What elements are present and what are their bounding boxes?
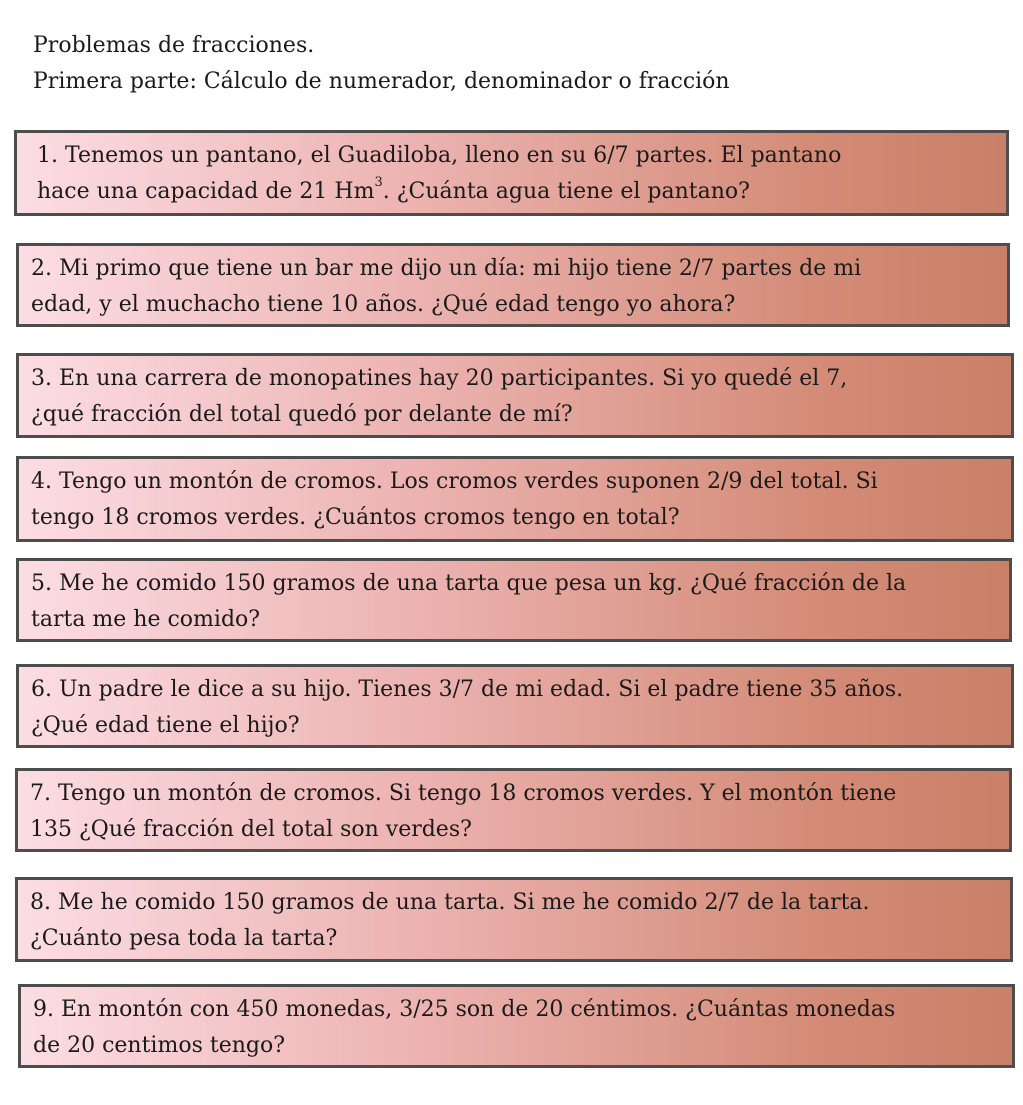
problem-4-line-1: 4. Tengo un montón de cromos. Los cromos verdes suponen 2/9 del total. Si bbox=[31, 469, 878, 494]
problem-5-line-1: 5. Me he comido 150 gramos de una tarta que pesa un kg. ¿Qué fracción de la bbox=[31, 571, 907, 596]
problem-box-9 bbox=[18, 984, 1015, 1068]
problem-5-line-2: tarta me he comido? bbox=[31, 607, 261, 632]
problem-6-line-2: ¿Qué edad tiene el hijo? bbox=[31, 713, 300, 738]
page-subtitle: Primera parte: Cálculo de numerador, denominador o fracción bbox=[33, 69, 730, 94]
problem-1-line-2-question: . ¿Cuánta agua tiene el pantano? bbox=[382, 179, 750, 204]
problem-1-line-2-text: hace una capacidad de 21 Hm bbox=[37, 179, 375, 204]
problem-box-1 bbox=[14, 130, 1009, 216]
problem-8-line-2: ¿Cuánto pesa toda la tarta? bbox=[30, 926, 338, 951]
problem-box-2 bbox=[16, 243, 1010, 327]
problem-8-line-1: 8. Me he comido 150 gramos de una tarta. Si me he comido 2/7 de la tarta. bbox=[30, 890, 870, 915]
problem-box-4 bbox=[16, 456, 1014, 542]
problem-box-8 bbox=[15, 877, 1013, 962]
problem-7-line-2: 135 ¿Qué fracción del total son verdes? bbox=[30, 817, 472, 842]
problem-2-line-2: edad, y el muchacho tiene 10 años. ¿Qué edad tengo yo ahora? bbox=[31, 292, 736, 317]
problem-1-line-1: 1. Tenemos un pantano, el Guadiloba, lleno en su 6/7 partes. El pantano bbox=[37, 143, 842, 168]
problem-9-line-1: 9. En montón con 450 monedas, 3/25 son de 20 céntimos. ¿Cuántas monedas bbox=[33, 997, 896, 1022]
problem-box-3 bbox=[16, 353, 1014, 438]
problem-box-6 bbox=[16, 664, 1014, 748]
problem-box-7 bbox=[15, 768, 1012, 852]
cubic-exponent: 3 bbox=[374, 174, 383, 190]
problem-2-line-1: 2. Mi primo que tiene un bar me dijo un día: mi hijo tiene 2/7 partes de mi bbox=[31, 256, 862, 281]
problem-box-5 bbox=[16, 558, 1012, 642]
page-title: Problemas de fracciones. bbox=[33, 33, 315, 58]
problem-9-line-2: de 20 centimos tengo? bbox=[33, 1033, 286, 1058]
problem-1-line-2 bbox=[37, 174, 998, 210]
problem-7-line-1: 7. Tengo un montón de cromos. Si tengo 18 cromos verdes. Y el montón tiene bbox=[30, 781, 897, 806]
problem-3-line-2: ¿qué fracción del total quedó por delante de mí? bbox=[31, 402, 573, 427]
problem-4-line-2: tengo 18 cromos verdes. ¿Cuántos cromos tengo en total? bbox=[31, 505, 680, 530]
problem-3-line-1: 3. En una carrera de monopatines hay 20 participantes. Si yo quedé el 7, bbox=[31, 366, 848, 391]
problem-6-line-1: 6. Un padre le dice a su hijo. Tienes 3/7 de mi edad. Si el padre tiene 35 años. bbox=[31, 677, 904, 702]
